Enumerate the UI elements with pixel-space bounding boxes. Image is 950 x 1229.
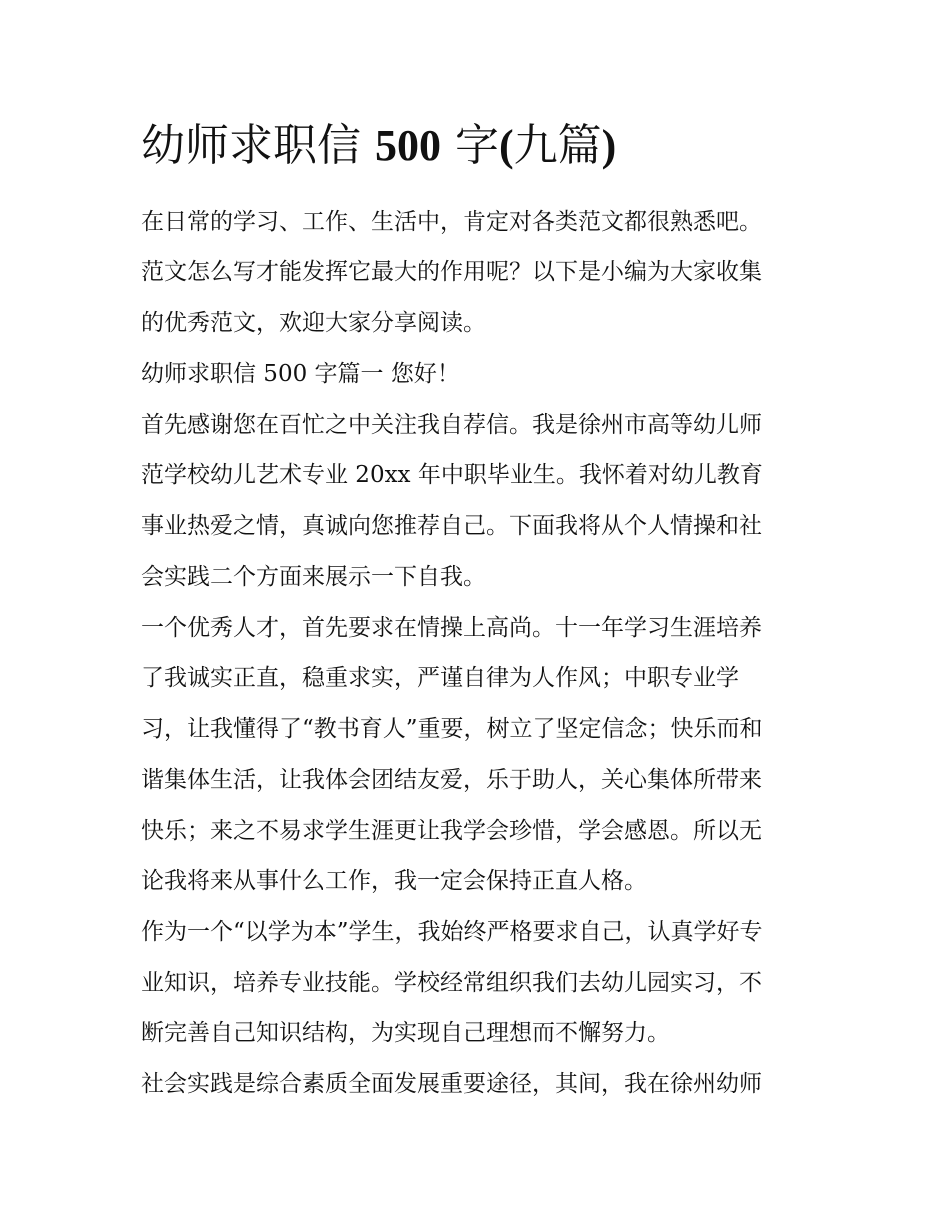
body-line-3: 的优秀范文，欢迎大家分享阅读。 <box>141 310 486 336</box>
body-line-13: 快乐；来之不易求学生涯更让我学会珍惜，学会感恩。所以无 <box>141 818 762 844</box>
body-line-8: 会实践二个方面来展示一下自我。 <box>141 564 486 590</box>
body-line-12: 谐集体生活，让我体会团结友爱，乐于助人，关心集体所带来 <box>141 767 762 793</box>
title-number: 500 <box>375 121 441 170</box>
document-title <box>141 116 831 176</box>
title-paren-close: ) <box>601 121 617 170</box>
body-line-7: 事业热爱之情，真诚向您推荐自己。下面我将从个人情操和社 <box>141 513 762 539</box>
body-line-4: 幼师求职信 500 字篇一 您好！ <box>141 361 460 387</box>
title-text-inner: 九篇 <box>513 120 602 171</box>
body-line-18: 社会实践是综合素质全面发展重要途径，其间，我在徐州幼师 <box>141 1071 762 1097</box>
body-line-17: 断完善自己知识结构，为实现自己理想而不懈努力。 <box>141 1020 670 1046</box>
body-line-14: 论我将来从事什么工作，我一定会保持正直人格。 <box>141 868 647 894</box>
body-line-1: 在日常的学习、工作、生活中，肯定对各类范文都很熟悉吧。 <box>141 209 762 235</box>
body-line-2: 范文怎么写才能发挥它最大的作用呢？以下是小编为大家收集 <box>141 259 762 285</box>
body-line-15: 作为一个“以学为本”学生，我始终严格要求自己，认真学好专 <box>141 919 763 945</box>
body-line-6: 范学校幼儿艺术专业 20xx 年中职毕业生。我怀着对幼儿教育 <box>141 462 763 488</box>
title-text-pre: 幼师求职信 <box>141 120 375 171</box>
body-line-10: 了我诚实正直，稳重求实，严谨自律为人作风；中职专业学 <box>141 665 739 691</box>
title-paren-open: ( <box>499 121 514 170</box>
title-text-mid: 字 <box>441 120 499 171</box>
body-line-5: 首先感谢您在百忙之中关注我自荐信。我是徐州市高等幼儿师 <box>141 412 762 438</box>
body-line-16: 业知识，培养专业技能。学校经常组织我们去幼儿园实习，不 <box>141 970 762 996</box>
body-line-11: 习，让我懂得了“教书育人”重要，树立了坚定信念；快乐而和 <box>141 716 763 742</box>
body-line-9: 一个优秀人才，首先要求在情操上高尚。十一年学习生涯培养 <box>141 615 762 641</box>
